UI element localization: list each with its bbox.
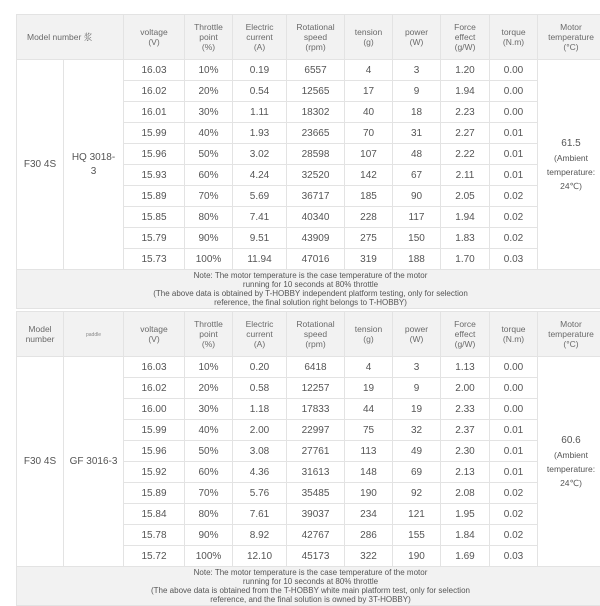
header-force: Force effect (g/W) (441, 15, 490, 60)
cell-force: 2.22 (441, 144, 490, 165)
cell-throttle: 70% (185, 186, 233, 207)
note-line: running for 10 seconds at 80% throttle (17, 280, 600, 289)
cell-current: 9.51 (233, 228, 287, 249)
cell-voltage: 15.96 (124, 441, 185, 462)
cell-current: 5.76 (233, 483, 287, 504)
cell-current: 1.18 (233, 399, 287, 420)
cell-power: 155 (393, 525, 441, 546)
cell-throttle: 40% (185, 123, 233, 144)
cell-tension: 190 (345, 483, 393, 504)
cell-current: 8.92 (233, 525, 287, 546)
cell-voltage: 15.89 (124, 186, 185, 207)
cell-torque: 0.01 (490, 420, 538, 441)
header-throttle: Throttle point (%) (185, 312, 233, 357)
cell-tension: 286 (345, 525, 393, 546)
cell-force: 1.95 (441, 504, 490, 525)
motor-temperature-cell (538, 60, 600, 270)
cell-power: 48 (393, 144, 441, 165)
cell-throttle: 70% (185, 483, 233, 504)
header-model-number: Model number (17, 312, 64, 357)
cell-speed: 32520 (287, 165, 345, 186)
cell-throttle: 80% (185, 207, 233, 228)
cell-tension: 234 (345, 504, 393, 525)
cell-speed: 39037 (287, 504, 345, 525)
cell-throttle: 100% (185, 249, 233, 270)
cell-power: 9 (393, 81, 441, 102)
header-temperature: Motor temperature (°C) (538, 312, 600, 357)
cell-current: 7.61 (233, 504, 287, 525)
table-note (17, 270, 600, 309)
cell-force: 2.13 (441, 462, 490, 483)
cell-torque: 0.03 (490, 546, 538, 567)
cell-current: 0.54 (233, 81, 287, 102)
cell-speed: 12565 (287, 81, 345, 102)
cell-power: 49 (393, 441, 441, 462)
cell-force: 1.94 (441, 81, 490, 102)
cell-speed: 36717 (287, 186, 345, 207)
cell-current: 1.93 (233, 123, 287, 144)
note-line: Note: The motor temperature is the case temperature of the motor (17, 568, 600, 577)
cell-force: 2.08 (441, 483, 490, 504)
cell-current: 3.02 (233, 144, 287, 165)
cell-throttle: 60% (185, 165, 233, 186)
cell-power: 18 (393, 102, 441, 123)
cell-throttle: 30% (185, 102, 233, 123)
cell-throttle: 50% (185, 441, 233, 462)
cell-power: 69 (393, 462, 441, 483)
cell-torque: 0.02 (490, 186, 538, 207)
cell-voltage: 15.99 (124, 123, 185, 144)
cell-power: 19 (393, 399, 441, 420)
cell-voltage: 16.02 (124, 81, 185, 102)
cell-throttle: 20% (185, 81, 233, 102)
cell-throttle: 10% (185, 357, 233, 378)
cell-tension: 322 (345, 546, 393, 567)
cell-force: 1.70 (441, 249, 490, 270)
cell-power: 67 (393, 165, 441, 186)
cell-power: 92 (393, 483, 441, 504)
cell-force: 2.00 (441, 378, 490, 399)
cell-force: 2.23 (441, 102, 490, 123)
cell-voltage: 15.85 (124, 207, 185, 228)
header-model-number: Model number 浆 (17, 15, 124, 60)
cell-tension: 142 (345, 165, 393, 186)
cell-force: 1.84 (441, 525, 490, 546)
motor-temperature-cell (538, 357, 600, 567)
cell-tension: 228 (345, 207, 393, 228)
cell-torque: 0.00 (490, 60, 538, 81)
cell-tension: 40 (345, 102, 393, 123)
table-note-row (17, 270, 600, 309)
header-tension: tension (g) (345, 312, 393, 357)
cell-speed: 45173 (287, 546, 345, 567)
propeller-model-cell: HQ 3018- 3 (64, 60, 124, 270)
table-header-row (17, 15, 600, 60)
cell-force: 2.05 (441, 186, 490, 207)
cell-current: 12.10 (233, 546, 287, 567)
cell-force: 1.94 (441, 207, 490, 228)
header-current: Electric current (A) (233, 312, 287, 357)
cell-speed: 18302 (287, 102, 345, 123)
header-speed: Rotational speed (rpm) (287, 15, 345, 60)
ambient-temperature-note: (Ambient temperature: 24℃) (538, 448, 600, 490)
cell-power: 9 (393, 378, 441, 399)
cell-torque: 0.01 (490, 144, 538, 165)
cell-throttle: 40% (185, 420, 233, 441)
header-torque: torque (N.m) (490, 312, 538, 357)
cell-speed: 17833 (287, 399, 345, 420)
cell-throttle: 20% (185, 378, 233, 399)
cell-current: 2.00 (233, 420, 287, 441)
cell-voltage: 15.92 (124, 462, 185, 483)
header-speed: Rotational speed (rpm) (287, 312, 345, 357)
cell-power: 31 (393, 123, 441, 144)
cell-torque: 0.02 (490, 525, 538, 546)
cell-force: 2.30 (441, 441, 490, 462)
cell-speed: 22997 (287, 420, 345, 441)
cell-tension: 113 (345, 441, 393, 462)
header-paddle: paddle (64, 312, 124, 357)
motor-model-cell: F30 4S (17, 357, 64, 567)
cell-throttle: 60% (185, 462, 233, 483)
cell-torque: 0.00 (490, 357, 538, 378)
cell-torque: 0.00 (490, 378, 538, 399)
cell-force: 1.20 (441, 60, 490, 81)
cell-tension: 319 (345, 249, 393, 270)
cell-voltage: 15.73 (124, 249, 185, 270)
cell-tension: 148 (345, 462, 393, 483)
cell-torque: 0.02 (490, 483, 538, 504)
cell-power: 3 (393, 357, 441, 378)
cell-current: 0.58 (233, 378, 287, 399)
cell-voltage: 15.84 (124, 504, 185, 525)
cell-power: 150 (393, 228, 441, 249)
cell-voltage: 15.79 (124, 228, 185, 249)
spec-sheet (16, 14, 586, 606)
cell-force: 2.11 (441, 165, 490, 186)
cell-voltage: 16.03 (124, 60, 185, 81)
header-current: Electric current (A) (233, 15, 287, 60)
cell-tension: 107 (345, 144, 393, 165)
cell-tension: 17 (345, 81, 393, 102)
cell-current: 7.41 (233, 207, 287, 228)
note-line: (The above data is obtained from the T-HOBBY white main platform test, only for selection (17, 586, 600, 595)
cell-tension: 44 (345, 399, 393, 420)
header-power: power (W) (393, 15, 441, 60)
motor-model-cell: F30 4S (17, 60, 64, 270)
cell-current: 5.69 (233, 186, 287, 207)
cell-current: 11.94 (233, 249, 287, 270)
cell-speed: 42767 (287, 525, 345, 546)
cell-power: 90 (393, 186, 441, 207)
cell-power: 188 (393, 249, 441, 270)
cell-voltage: 16.01 (124, 102, 185, 123)
cell-torque: 0.02 (490, 228, 538, 249)
note-line: running for 10 seconds at 80% throttle (17, 577, 600, 586)
cell-speed: 31613 (287, 462, 345, 483)
cell-tension: 4 (345, 60, 393, 81)
cell-speed: 23665 (287, 123, 345, 144)
header-voltage: voltage (V) (124, 15, 185, 60)
cell-force: 2.33 (441, 399, 490, 420)
table-row (17, 60, 600, 81)
ambient-temperature-note: (Ambient temperature: 24℃) (538, 151, 600, 193)
cell-power: 121 (393, 504, 441, 525)
cell-tension: 185 (345, 186, 393, 207)
cell-voltage: 15.96 (124, 144, 185, 165)
cell-torque: 0.00 (490, 399, 538, 420)
cell-throttle: 50% (185, 144, 233, 165)
cell-tension: 19 (345, 378, 393, 399)
cell-torque: 0.02 (490, 207, 538, 228)
cell-voltage: 16.00 (124, 399, 185, 420)
cell-tension: 4 (345, 357, 393, 378)
header-temperature: Motor temperature (°C) (538, 15, 600, 60)
cell-torque: 0.00 (490, 81, 538, 102)
note-line: reference, and the final solution is owned by 3T-HOBBY) (17, 595, 600, 604)
cell-voltage: 15.78 (124, 525, 185, 546)
motor-test-table-1 (16, 14, 600, 309)
cell-torque: 0.01 (490, 462, 538, 483)
cell-power: 3 (393, 60, 441, 81)
cell-torque: 0.01 (490, 123, 538, 144)
cell-current: 0.19 (233, 60, 287, 81)
cell-torque: 0.01 (490, 441, 538, 462)
note-line: reference, the final solution right belongs to T-HOBBY) (17, 298, 600, 307)
cell-speed: 6418 (287, 357, 345, 378)
cell-torque: 0.03 (490, 249, 538, 270)
cell-speed: 27761 (287, 441, 345, 462)
cell-speed: 40340 (287, 207, 345, 228)
cell-voltage: 16.03 (124, 357, 185, 378)
cell-throttle: 90% (185, 525, 233, 546)
cell-throttle: 80% (185, 504, 233, 525)
cell-speed: 6557 (287, 60, 345, 81)
cell-tension: 70 (345, 123, 393, 144)
cell-tension: 275 (345, 228, 393, 249)
cell-force: 2.37 (441, 420, 490, 441)
temperature-value: 61.5 (538, 137, 600, 151)
header-torque: torque (N.m) (490, 15, 538, 60)
cell-throttle: 30% (185, 399, 233, 420)
header-throttle: Throttle point (%) (185, 15, 233, 60)
cell-torque: 0.00 (490, 102, 538, 123)
cell-throttle: 100% (185, 546, 233, 567)
note-line: Note: The motor temperature is the case temperature of the motor (17, 271, 600, 280)
header-tension: tension (g) (345, 15, 393, 60)
cell-current: 0.20 (233, 357, 287, 378)
cell-power: 190 (393, 546, 441, 567)
table-header-row (17, 312, 600, 357)
cell-voltage: 15.99 (124, 420, 185, 441)
propeller-model-cell: GF 3016-3 (64, 357, 124, 567)
cell-power: 117 (393, 207, 441, 228)
cell-current: 4.36 (233, 462, 287, 483)
cell-force: 1.13 (441, 357, 490, 378)
header-force: Force effect (g/W) (441, 312, 490, 357)
cell-speed: 12257 (287, 378, 345, 399)
cell-throttle: 10% (185, 60, 233, 81)
cell-voltage: 16.02 (124, 378, 185, 399)
cell-force: 2.27 (441, 123, 490, 144)
table-row (17, 357, 600, 378)
cell-throttle: 90% (185, 228, 233, 249)
cell-speed: 47016 (287, 249, 345, 270)
cell-power: 32 (393, 420, 441, 441)
cell-speed: 43909 (287, 228, 345, 249)
cell-voltage: 15.72 (124, 546, 185, 567)
note-line: (The above data is obtained by T-HOBBY independent platform testing, only for selection (17, 289, 600, 298)
cell-current: 1.11 (233, 102, 287, 123)
cell-force: 1.83 (441, 228, 490, 249)
header-power: power (W) (393, 312, 441, 357)
cell-torque: 0.01 (490, 165, 538, 186)
cell-voltage: 15.93 (124, 165, 185, 186)
cell-tension: 75 (345, 420, 393, 441)
motor-test-table-2 (16, 311, 600, 606)
cell-torque: 0.02 (490, 504, 538, 525)
cell-force: 1.69 (441, 546, 490, 567)
cell-speed: 35485 (287, 483, 345, 504)
cell-current: 4.24 (233, 165, 287, 186)
header-voltage: voltage (V) (124, 312, 185, 357)
temperature-value: 60.6 (538, 434, 600, 448)
cell-voltage: 15.89 (124, 483, 185, 504)
cell-current: 3.08 (233, 441, 287, 462)
cell-speed: 28598 (287, 144, 345, 165)
